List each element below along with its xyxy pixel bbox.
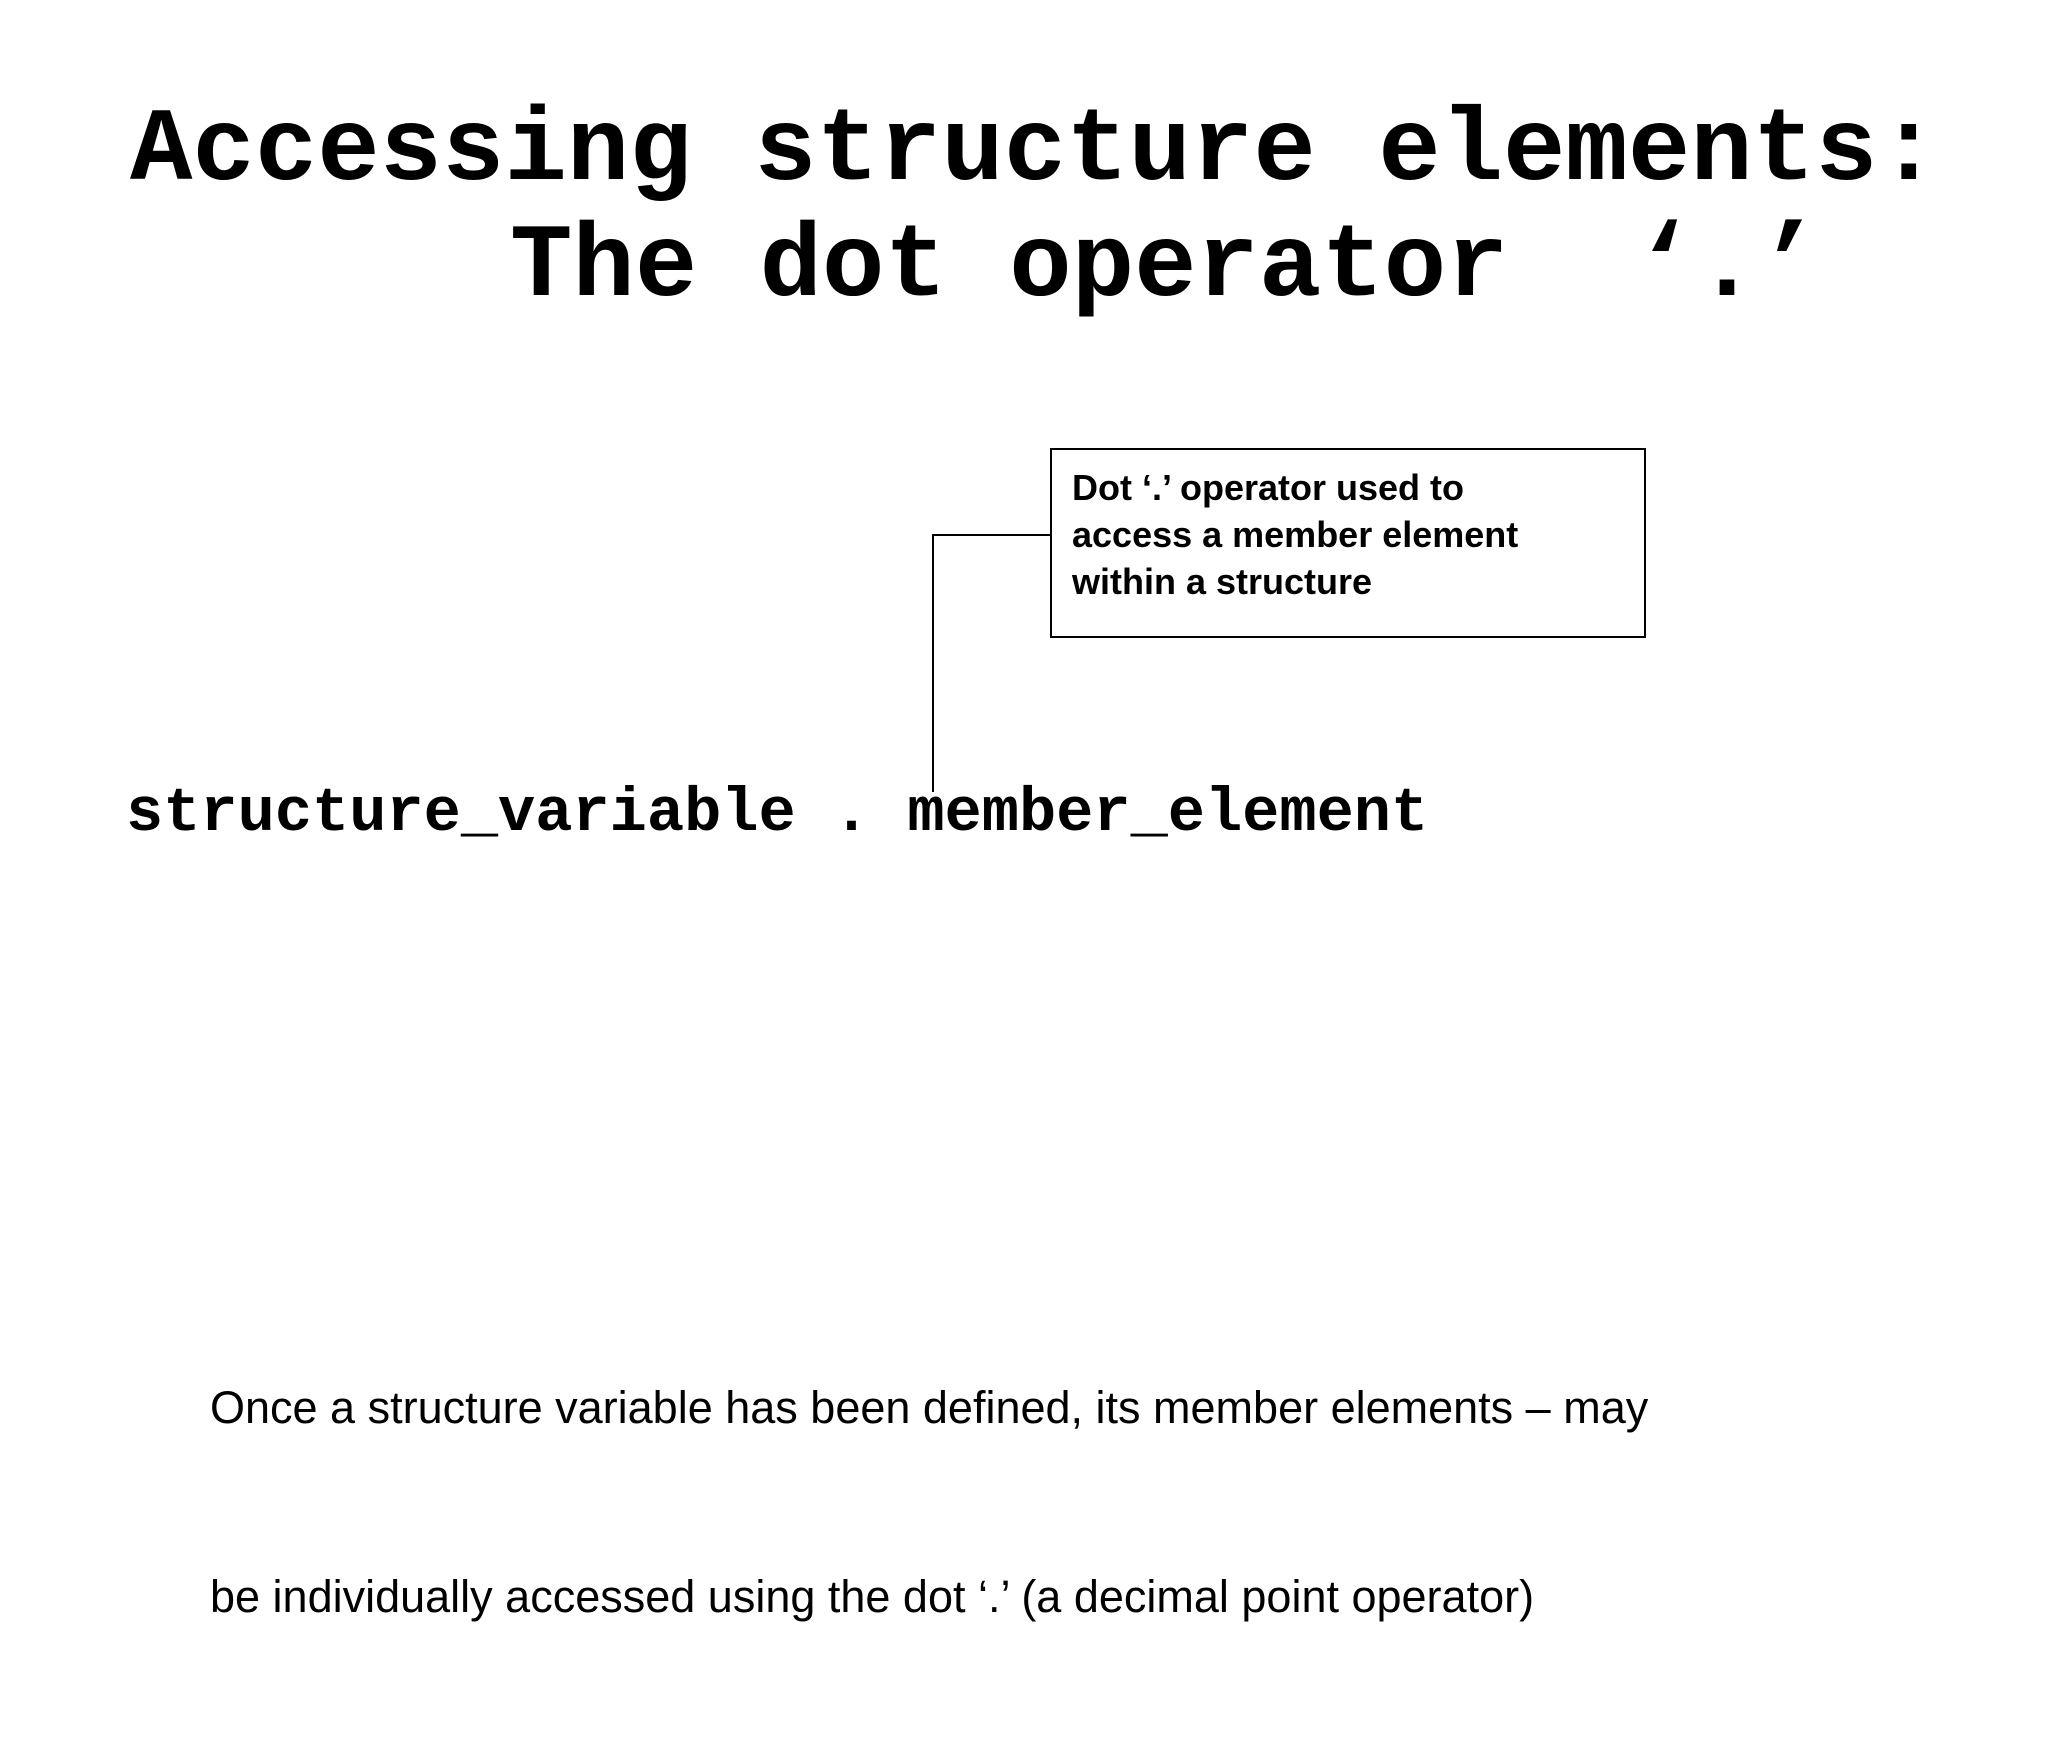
callout-text: Dot ‘.’ operator used to access a member element within a structure [1072, 467, 1519, 602]
slide-title-line-2: The dot operator ‘.’ [510, 209, 1821, 327]
syntax-expression: structure_variable . member_element [126, 778, 1429, 849]
callout-leader-line [933, 535, 1050, 792]
body-line-1: Once a structure variable has been defined, its member elements – may [210, 1382, 1649, 1433]
body-line-2: be individually accessed using the dot ‘.’ (a decimal point operator) [210, 1571, 1535, 1622]
slide-title-line-1: Accessing structure elements: [130, 93, 1940, 211]
callout-box [1050, 448, 1646, 638]
body-paragraph [210, 1250, 1910, 1754]
